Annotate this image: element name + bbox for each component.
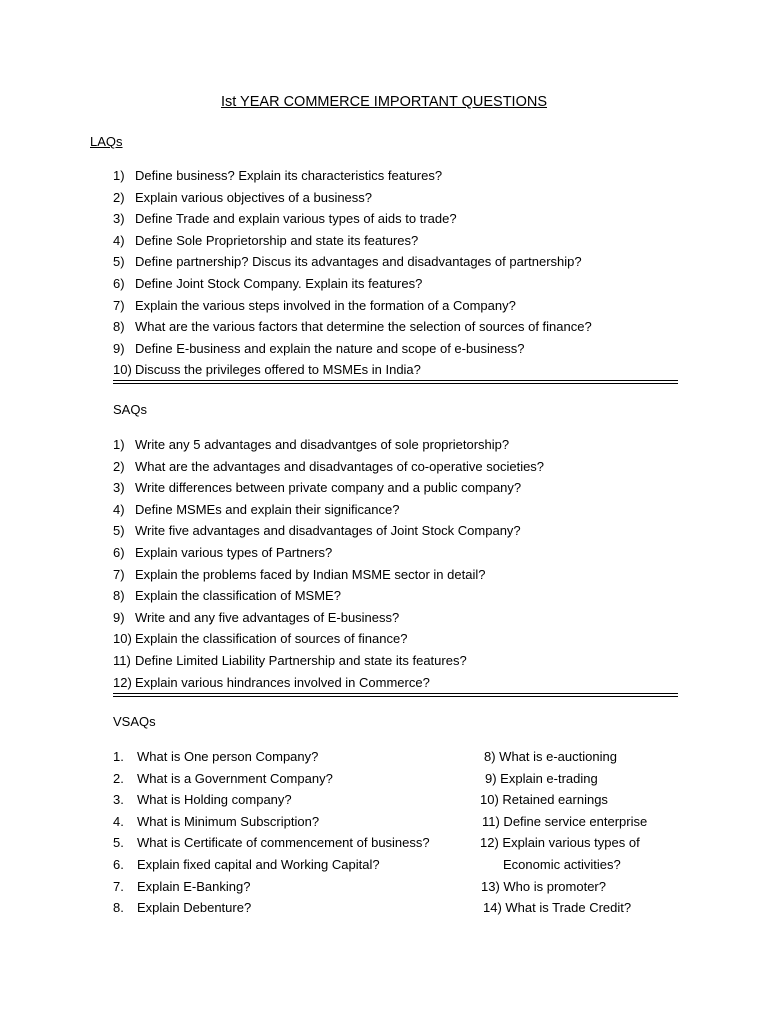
question-text: Write five advantages and disadvantages of Joint Stock Company? (135, 523, 521, 539)
laq-item (113, 187, 592, 209)
question-text: What are the various factors that determine the selection of sources of finance? (135, 319, 592, 335)
question-text: Discuss the privileges offered to MSMEs in India? (135, 362, 421, 378)
vsaq-item (113, 811, 430, 833)
question-number: 6) (113, 544, 125, 560)
vsaqs-right-column (478, 746, 647, 919)
question-text: Define business? Explain its characteristics features? (135, 168, 443, 183)
vsaqs-heading: VSAQs (113, 714, 156, 729)
question-number: 5. (113, 835, 124, 851)
saq-item (113, 607, 544, 629)
question-number: 4. (113, 813, 124, 829)
vsaq-item: 8) What is e-auctioning (484, 749, 617, 764)
laq-item (113, 316, 592, 338)
laq-item (113, 251, 592, 273)
question-number: 8) (113, 319, 125, 335)
question-number: 6) (113, 275, 125, 291)
laq-item (113, 273, 592, 295)
question-text: Write differences between private company and a public company? (135, 480, 522, 496)
laqs-divider (113, 380, 678, 384)
saq-item (113, 499, 544, 521)
laq-item (113, 208, 592, 230)
question-number: 9) (113, 340, 125, 356)
question-text: What are the advantages and disadvantages of co-operative societies? (135, 458, 545, 474)
saq-item (113, 456, 544, 478)
saq-item (113, 477, 544, 499)
question-number: 2) (113, 458, 125, 474)
question-text: Explain various objectives of a business? (135, 189, 373, 205)
question-number: 12) (113, 674, 132, 690)
question-number: 3. (113, 792, 124, 808)
question-text: What is a Government Company? (137, 770, 333, 786)
question-number: 10) (113, 362, 132, 378)
vsaq-item (113, 854, 430, 876)
vsaqs-left-column (113, 746, 430, 919)
vsaq-item (113, 897, 430, 919)
question-text: Define Joint Stock Company. Explain its features? (135, 275, 423, 291)
question-text: Define partnership? Discus its advantages and disadvantages of partnership? (135, 254, 582, 270)
question-number: 3) (113, 480, 125, 496)
question-number: 9) (113, 609, 125, 625)
saq-item (113, 564, 544, 586)
vsaq-item: 11) Define service enterprise (482, 813, 648, 829)
question-text: Define Limited Liability Partnership and state its features? (135, 652, 467, 668)
question-text: Explain the classification of sources of finance? (135, 631, 408, 647)
vsaq-item: 13) Who is promoter? (481, 878, 606, 894)
question-text: Explain Debenture? (137, 900, 252, 916)
question-text: Explain various types of Partners? (135, 544, 333, 560)
vsaq-item: 14) What is Trade Credit? (483, 900, 632, 916)
vsaq-item (113, 768, 430, 790)
question-number: 1) (113, 437, 125, 452)
question-text: Explain fixed capital and Working Capital? (137, 856, 380, 872)
laq-item (113, 230, 592, 252)
question-text: Define Trade and explain various types of aids to trade? (135, 211, 457, 227)
saq-item (113, 650, 544, 672)
question-text: Write and any five advantages of E-business? (135, 609, 400, 625)
question-number: 2) (113, 189, 125, 205)
saq-item (113, 628, 544, 650)
saqs-divider (113, 693, 678, 697)
question-text: What is Minimum Subscription? (137, 813, 320, 829)
saq-item (113, 542, 544, 564)
laq-item (113, 295, 592, 317)
question-number: 5) (113, 254, 125, 270)
question-text: Define Sole Proprietorship and state its features? (135, 232, 419, 248)
laq-item (113, 165, 592, 187)
question-text: Explain the classification of MSME? (135, 588, 341, 604)
question-number: 7. (113, 878, 124, 894)
question-number: 5) (113, 523, 125, 539)
question-number: 1) (113, 168, 125, 183)
question-number: 8) (113, 588, 125, 604)
vsaq-item (113, 876, 430, 898)
question-number: 2. (113, 770, 124, 786)
saq-item (113, 585, 544, 607)
question-text: Write any 5 advantages and disadvantges of sole proprietorship? (135, 437, 510, 452)
question-text: Define E-business and explain the nature and scope of e-business? (135, 340, 525, 356)
question-number: 6. (113, 856, 124, 872)
question-text: What is Holding company? (137, 792, 292, 808)
question-text: Define MSMEs and explain their significance? (135, 501, 400, 517)
laq-item (113, 359, 592, 381)
vsaq-item: 9) Explain e-trading (485, 770, 598, 786)
question-number: 4) (113, 232, 125, 248)
vsaq-item (113, 832, 430, 854)
saq-item (113, 672, 544, 694)
question-text: Explain the problems faced by Indian MSME sector in detail? (135, 566, 486, 582)
saq-item (113, 520, 544, 542)
question-number: 4) (113, 501, 125, 517)
question-number: 7) (113, 566, 125, 582)
saqs-list (113, 434, 544, 693)
vsaq-item: 12) Explain various types of (480, 835, 640, 851)
question-number: 1. (113, 749, 124, 764)
question-text: What is One person Company? (137, 749, 319, 764)
question-number: 11) (113, 652, 131, 668)
vsaq-item (113, 746, 430, 768)
vsaq-item: Economic activities? (503, 856, 621, 872)
question-number: 10) (113, 631, 132, 647)
vsaq-item (113, 789, 430, 811)
vsaq-item: 10) Retained earnings (480, 792, 608, 808)
page-title: Ist YEAR COMMERCE IMPORTANT QUESTIONS (220, 94, 548, 110)
laqs-list (113, 165, 592, 381)
question-number: 7) (113, 297, 125, 313)
question-text: Explain various hindrances involved in Commerce? (135, 674, 430, 690)
question-text: Explain the various steps involved in the formation of a Company? (135, 297, 516, 313)
saq-item (113, 434, 544, 456)
question-text: Explain E-Banking? (137, 878, 251, 894)
saqs-heading: SAQs (113, 402, 147, 417)
laqs-heading: LAQs (90, 134, 123, 149)
laq-item (113, 338, 592, 360)
question-number: 3) (113, 211, 125, 227)
question-text: What is Certificate of commencement of business? (137, 835, 430, 851)
question-number: 8. (113, 900, 124, 916)
